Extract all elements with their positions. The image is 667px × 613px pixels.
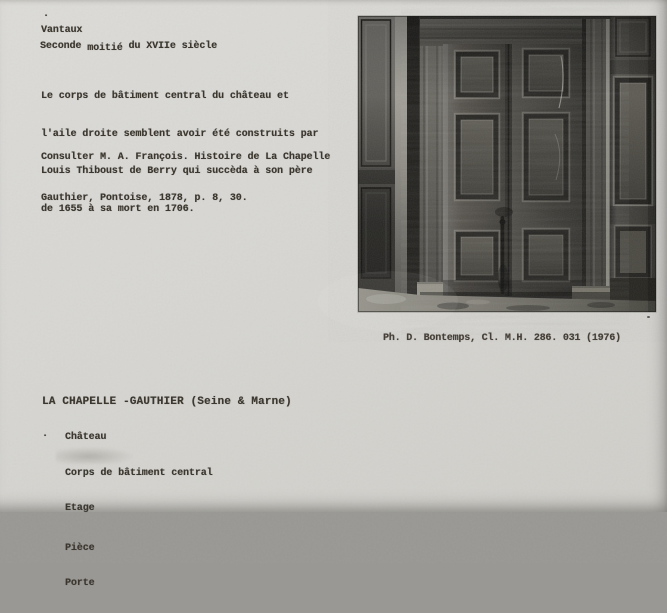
card-title: Vantaux — [41, 25, 83, 36]
typed-dot-mark: . — [43, 9, 49, 20]
subtitle-word-offset: moitié — [87, 42, 123, 54]
index-item: Château — [65, 432, 107, 444]
index-item: Corps de bâtiment central — [65, 467, 213, 479]
typed-dot-mark-index: . — [42, 429, 48, 440]
description-line: Le corps de bâtiment central du château et — [41, 91, 289, 102]
reference-line: Gauthier, Pontoise, 1878, p. 8, 30. — [41, 192, 248, 204]
reference-line: Consulter M. A. François. Histoire de La Chapelle — [41, 152, 331, 164]
index-heading: LA CHAPELLE -GAUTHIER (Seine & Marne) — [42, 396, 292, 408]
photo-caption: Ph. D. Bontemps, Cl. M.H. 286. 031 (1976) — [383, 333, 621, 344]
paper-speck — [647, 316, 650, 318]
subtitle-word: du XVIIe siècle — [122, 41, 218, 52]
door-photograph — [358, 16, 656, 312]
description-line: l'aile droite semblent avoir été construits par — [41, 128, 319, 140]
index-item: Pièce — [65, 542, 95, 554]
index-items — [65, 409, 213, 613]
subtitle-word: Seconde — [40, 41, 88, 52]
index-item: Porte — [65, 577, 95, 589]
description-line: de 1655 à sa mort en 1706. — [41, 203, 195, 215]
reference-paragraph — [41, 125, 330, 232]
description-line: Louis Thiboust de Berry qui succèda à son père — [41, 166, 313, 177]
index-item: Etage — [65, 502, 95, 514]
photo-tonal-overlays — [318, 16, 656, 331]
door-photo-art — [358, 16, 656, 312]
card-subtitle — [40, 41, 217, 54]
